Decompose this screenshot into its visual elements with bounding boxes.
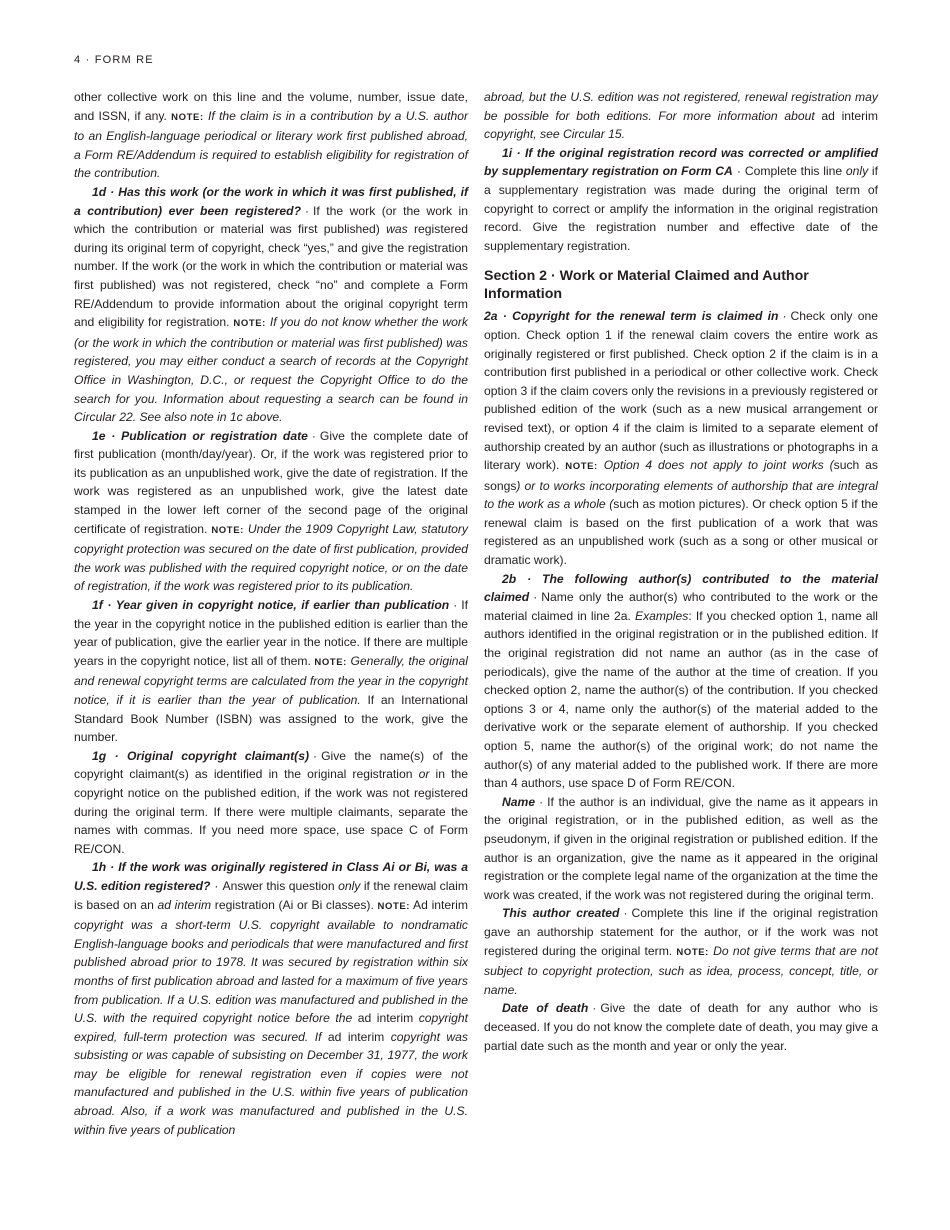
paragraph-1c-continued: other collective work on this line and the volume, number, issue date, and ISSN, if any. NOTE: If the claim is in a contribution by a U.S. author to an English-language periodical or literary work first published abroad, a Form RE/Addendum is required to establish eligibility for registration of the contribution. bbox=[74, 90, 469, 181]
page-header: 4 · FORM RE bbox=[74, 54, 154, 66]
paragraph-1e: 1e · Publication or registration date · Give the complete date of first publication (month/day/year). Or, if the work was registered prior to its publication as an unpublished work, give the date of registration. If the work was registered as an unpublished work, give the latest date stamped in the lower left corner of the second page of the original certificate of registration. NOTE: Under the 1909 Copyright Law, statutory copyright protection was secured on the date of first publication, provided the work was published with the required copyright notice, or on the date of registration, if the work was registered prior to its publication. bbox=[74, 428, 468, 594]
heading-this-author-created: This author created bbox=[502, 906, 620, 921]
heading-1g: 1g · Original copyright claimant(s) bbox=[92, 748, 310, 763]
paragraph-2a: 2a · Copyright for the renewal term is claimed in · Check only one option. Check option 1 if the renewal claim covers the entire work as originally registered or first published. Check option 2 if the claim is in a contribution first published in a periodical or other collective work. Check option 3 if the claim covers only the revisions in a previously registered or published edition of the work (such as a new musical arrangement or revised text), or option 4 if the claim is limited to a separate element of authorship created by an author (such as illustrations or photographs in a literary work). NOTE: Option 4 does not apply to joint works (such as songs) or to works incorporating elements of authorship that are integral to the work as a whole (such as motion pictures). Or check option 5 if the renewal claim is based on the first publication of a work that was registered as an unpublished work (such as a song or other musical or dramatic work). bbox=[484, 309, 879, 568]
paragraph-1g: 1g · Original copyright claimant(s) · Give the name(s) of the copyright claimant(s) as identified in the original registration or in the copyright notice on the published edition, if the work was not registered during the original term. If there were multiple claimants, separate the names with commas. If you need more space, use space C of Form RE/CON. bbox=[74, 748, 468, 856]
section-2-title: Section 2 · Work or Material Claimed and Author Information bbox=[484, 268, 809, 303]
paragraph-this-author-created: This author created · Complete this line if the original registration gave an authorship statement for the author, or if the work was not registered during the original term. NOTE: Do not give terms that are not subject to copyright protection, such as idea, process, concept, title, or name. bbox=[484, 906, 879, 997]
heading-1d: 1d · Has this work (or the work in which it was first published, if a contribution) ever been registered? bbox=[74, 184, 468, 218]
paragraph-1f: 1f · Year given in copyright notice, if earlier than publication · If the year in the copyright notice in the published edition is earlier than the year of publication, give the earlier year in the notice. If there are multiple years in the copyright notice, list all of them. NOTE: Generally, the original and renewal copyright terms are calculated from the year in the copyright notice, if it is earlier than the year of publication. If an International Standard Book Number (ISBN) was assigned to the work, give the number. bbox=[74, 598, 468, 745]
heading-1i: 1i · If the original registration record was corrected or amplified by supplementary registration on Form CA bbox=[484, 145, 878, 179]
heading-1e: 1e · Publication or registration date bbox=[92, 428, 308, 443]
left-column bbox=[74, 88, 468, 1139]
heading-2a: 2a · Copyright for the renewal term is claimed in bbox=[484, 309, 779, 324]
paragraph-date-of-death: Date of death · Give the date of death for any author who is deceased. If you do not know the complete date of death, you may give a partial date such as the month and year or only the year. bbox=[484, 1001, 878, 1053]
paragraph-1i: 1i · If the original registration record was corrected or amplified by supplementary registration on Form CA · Complete this line only if a supplementary registration was made during the original term of copyright to correct or amplify the information in the original registration record. Give the registration number and effective date of the supplementary registration. bbox=[484, 145, 878, 253]
heading-1f: 1f · Year given in copyright notice, if earlier than publication bbox=[92, 598, 450, 613]
paragraph-1h-continued: abroad, but the U.S. edition was not registered, renewal registration may be possible for both editions. For more information about ad interim copyright, see Circular 15. bbox=[484, 90, 878, 142]
paragraph-2b: 2b · The following author(s) contributed to the material claimed · Name only the author(s) who contributed to the work or the material claimed in line 2a. Examples: If you checked option 1, name all authors identified in the original registration or in the published edition. If the original registration did not name an author (as in the case of periodicals), give the name of the author at the time of creation. If you checked option 2, name the author(s) of the contribution. If you checked options 3 or 4, name only the author(s) of the material added to the derivative work or the separate element of authorship. If you checked option 5, name the author(s) of the original work; do not name the author(s) of any material added to the published work. If there are more than 4 authors, use space D of Form RE/CON. bbox=[484, 571, 878, 791]
heading-name: Name bbox=[502, 794, 536, 809]
paragraph-1h: 1h · If the work was originally registered in Class Ai or Bi, was a U.S. edition registered? · Answer this question only if the renewal claim is based on an ad interim registration (Ai or Bi classes). NOTE: Ad interim copyright was a short-term U.S. copyright available to nondramatic English-language books and periodicals that were manufactured and first published abroad prior to 1978. It was secured by registration within six months of first publication abroad and lasted for a maximum of five years from publication. If a U.S. edition was manufactured and published in the U.S. with the required copyright notice before the ad interim copyright expired, full-term protection was secured. If ad interim copyright was subsisting or was capable of subsisting on December 31, 1977, the work may be eligible for renewal registration even if copies were not manufactured and published in the U.S. within five years of publication abroad. Also, if a work was manufactured and published in the U.S. within five years of publication bbox=[74, 860, 468, 1137]
heading-1h: 1h · If the work was originally registered in Class Ai or Bi, was a U.S. edition registered? bbox=[74, 860, 468, 893]
heading-date-of-death: Date of death bbox=[502, 1001, 589, 1016]
heading-2b: 2b · The following author(s) contributed to the material claimed bbox=[484, 571, 878, 605]
paragraph-1d: 1d · Has this work (or the work in which it was first published, if a contribution) ever been registered? · If the work (or the work in which the contribution or material was first published) was registered during its original term of copyright, check “yes,” and give the registration number. If the work (or the work in which the contribution or material was first published) was not registered, check “no” and complete a Form RE/Addendum to provide information about the original copyright term and eligibility for registration. NOTE: If you do not know whether the work (or the work in which the contribution or material was first published) was registered, you may either conduct a search of records at the Copyright Office in Washington, D.C., or request the Copyright Office to do the search for you. Information about requesting a search can be found in Circular 22. See also note in 1c above. bbox=[74, 184, 468, 425]
right-column bbox=[484, 88, 878, 1055]
paragraph-name: Name · If the author is an individual, give the name as it appears in the original registration, or in the published edition, as well as the pseudonym, if given in the original registration or published edition. If the author is an organization, give the name as it appeared in the original registration or the complete legal name of the organization at the time the work was created, if the work was not registered during the original term. bbox=[484, 794, 878, 902]
